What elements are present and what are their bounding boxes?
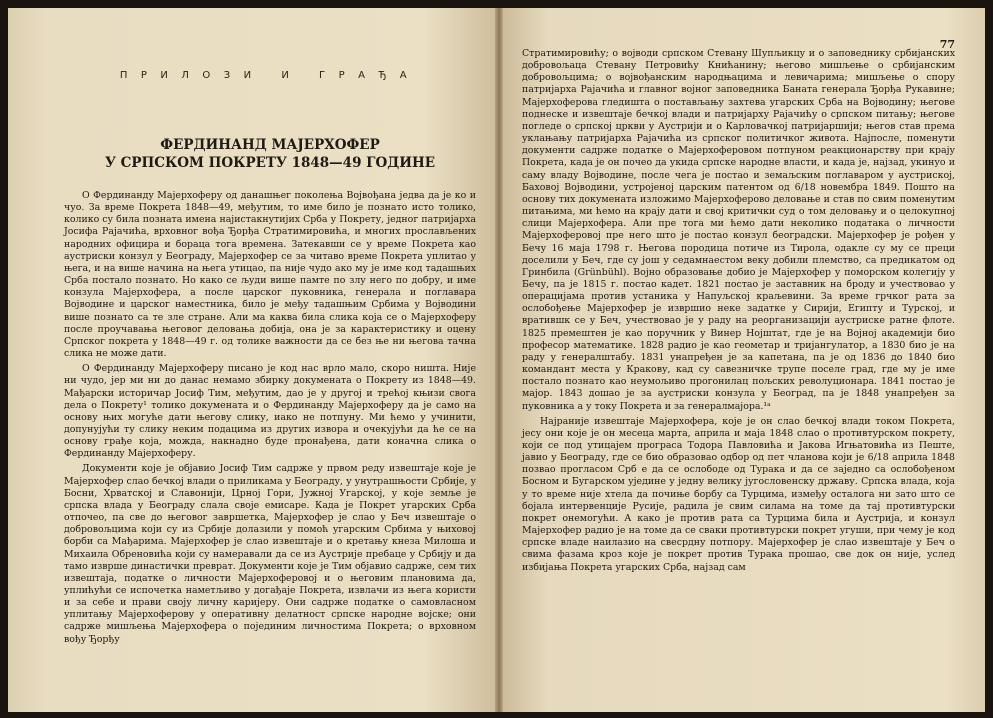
title-line-2: У СРПСКОМ ПОКРЕТУ 1848—49 ГОДИНЕ — [104, 155, 436, 171]
right-page — [498, 8, 985, 712]
running-head: ПРИЛОЗИ И ГРАЂА — [119, 70, 421, 81]
paragraph: Документи које је објавио Јосиф Тим садрже у првом реду извештаје које је Мајерхофер слао бечкој влади о приликама у Београду, у унутрашњости Србије, у Босни, Хрватској и Славонији, Црној Гори, Јужној Угарској, у које земље је српска влада у Београду слала своје емисаре. Када је Покрет угарских Срба отпочео, па све до његовог завршетка, Мајерхофер је слао у Беч извештаје о добровољцима који су из Србије долазили у помоћ угарским Србима у њиховој борби са Мађарима. Мајерхофер је слао извештаје и о кретању кнеза Милоша и Михаила Обреновића који су намеравали да се из Аустрије пребаце у Србију и да тамо изврше династички преврат. Документи које је Тим објавио садрже, сем тих извештаја, податке о личности Мајерхоферовој и о његовим плановима да, уплићући се испочетка наметљиво у догађаје Покрета, извлачи из њега користи и за себе и прави своју личну каријеру. Они садрже податке о самовласном уплитању Мајерхоферову у оперативну делатност српске народне војске; они садрже мишљења Мајерхофера о појединим личностима Покрета; о врховном вођу Ђорђу — [64, 463, 476, 645]
paragraph: Најраније извештаје Мајерхофера, које је он слао бечкој влади током Покрета, јесу они које је он месеца марта, априла и маја 1848 слао о противтурском покрету, који се под утицајем програса Тодора Павловића и Јакова Игњатовића из Пеште, јавио у Београду, где се био образовао одбор од пет чланова који је 6/18 априла 1848 позвао прогласом Срб е да се ослободе од Турака и да се заједно са ослобођеном Босном и Бугарском уједине у једну велику југословенску државу. Српска влада, која у то време није хтела да почиње борбу са Турцима, између осталога ни зато што се бојала интервенције Русије, радила је свим силама на томе да тај противтурски покрет онемогући. А како је против рата са Турцима била и Аустрија, и конзул Мајерхофер радио је на томе да се сваки противтурски покрет угуши, при чему је код српске владе наилазио на свесрдну потпору. Мајерхофер је слао извештаје у Беч о свима фазама кроз које је покрет против Турака прошао, све док он није, услед избијања Покрета угарских Срба, најзад сам — [522, 415, 955, 573]
paragraph: О Фердинанду Мајерхоферу од данашњег поколења Војвођана једва да је ко и чуо. За време Покрета 1848—49, међутим, то име било је познато исто толико, колико су била позната имена најистакнутијих Срба у Покрету, једног патријарха Јосифа Рајачића, врховног вођа Ђорђа Стратимировића, и многих прослављених народних официра и бораца тога времена. Затекавши се у време Покрета као аустриски конзул у Београду, Мајерхофер се за читаво време Покрета уплитао у њега, и на више начина на њега утицао, па није чудо ако му је име код тадашњих Срба постало познато. Но како се људи више памте по злу него по добру, и име конзула Мајерхофера, а после царског пуковника, генерала и поглавара Војводине и царског наместника, било је међу тадашњим Србима у Војводини више познато са те зле стране. Али ма каква била слика која се о Мајерхоферу после проучавања његовог деловања добија, она је за карактеристику и оцену Српског покрета у 1848—49 г. од толике важности да се без ње ни његова тачна слика не може дати. — [64, 190, 476, 360]
paragraph: Стратимировићу; о војводи српском Стевану Шупљикцу и о заповеднику србијанских добровољаца Стевану Петровићу Книћанину; његово мишљење о србијанским добровољцима; о војвођанским народњацима и левичарима; мишљење о спору патријарха Рајачића и главног војног заповедника Баната генерала Ђорђа Рукавине; Мајерхоферова гледишта о постављању захтева угарских Срба на Војводину; његове поднеске и извештаје бечкој влади и патријарху Рајачићу о српском питању; његове погледе о српској цркви у Аустрији и о Карловачкој патријаршији; његов став према уклањању патријарха Рајачића из српског политичког живота. Најпосле, поменути документи садрже податке о Мајерхоферовом потпуном реакционарству при крају Покрета, када је он почео да укида српске народне власти, и када је, најзад, укинуо и саму владу Војводине, после чега је постао и земаљским поглаваром у аустриској, Баховој Војводини, устројеној царским патентом од 6/18 новембра 1849. Пошто на основу тих докумената изложимо Мајерхоферово деловање и став по свим поменутим питањима, ми ћемо на крају дати и свој критички суд о том деловању и о целокупној слици Мајерхофера. Али пре тога ми ћемо дати неколико података о личности Мајерхоферовој пре него што је постао конзул београдски. Мајерхофер је рођен у Бечу 16 маја 1798 г. Његова породица потиче из Тирола, одакле су му се преци доселили у Беч, где су још у седамнаестом веку добили племство, са предикатом од Гринбила (Grünbühl). Војно образовање добио је Мајерхофер у поморском колегију у Бечу, па је 1815 г. постао кадет. 1821 постао је заставник на броду и учествовао у операцијама против устаника у Напуљској краљевини. За време грчког рата за ослобођење Мајерхофер је извршио неке задатке у Сирији, Египту и Турској, и вратившк се у Беч, учествовао је у раду на реорганизацији аустриске ратне флоте. 1825 премештен је као поручник у Винер Нојштат, где је на Војној академији био професор математике. 1828 радио је као геометар и тријангулатор, а 1830 био је на раду у генералштабу. 1831 унапређен је за капетана, па је од 1836 до 1840 био командант места у Кракову, кад су савезничке трупе поселе град, где му је име постало познато као неумољиво прогонилац пољских револуционара. 1841 постао је мајор. 1843 дошао је за аустриски конзула у Београд, па је 1848 унапређен за пуковника а у току Покрета и за генералмајора.¹ᵃ — [522, 48, 955, 412]
article-title — [64, 136, 476, 172]
title-line-1: ФЕРДИНАНД МАЈЕРХОФЕР — [160, 137, 380, 153]
book-gutter — [495, 8, 503, 712]
paragraph: О Фердинанду Мајерхоферу писано је код нас врло мало, скоро ништа. Није ни чудо, јер ми ни до данас немамо збирку докумената о Покрету из 1848—49. Мађарски историчар Јосиф Тим, међутим, дао је у другој и трећој књизи свога дела о Покрету¹ толико докумената и о Фердинанду Мајерхоферу да је само на основу њих могуће дати његову слику, иако не потпуну. Ми ћемо у учинити, допунујући ту слику неким подацима из других извора и очекујући да ће се на основу грађе која, можда, накнадно буде пронађена, дати коначна слика о Фердинанду Мајерхоферу. — [64, 363, 476, 460]
page-number: 77 — [939, 38, 955, 51]
left-page — [8, 8, 498, 712]
book-spread — [8, 8, 985, 712]
